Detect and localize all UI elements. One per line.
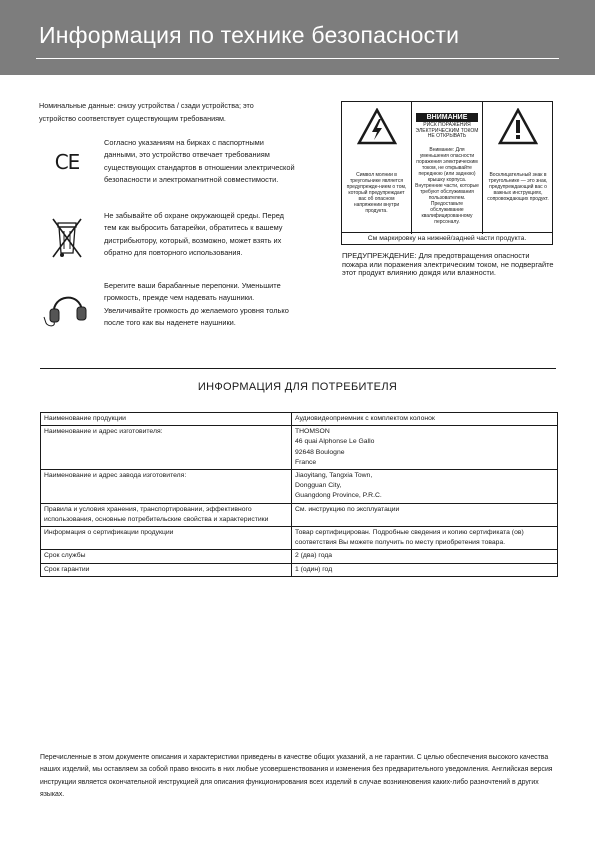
- table-value-line: См. инструкцию по эксплуатации: [295, 505, 400, 513]
- table-value-line: 2 (два) года: [295, 552, 333, 560]
- headphones-icon: [40, 280, 94, 332]
- lightning-triangle-icon: [357, 108, 397, 146]
- crossed-bin-icon: [40, 212, 94, 264]
- table-value-cell: [292, 550, 558, 563]
- shock-risk-text: РИСК ПОРАЖЕНИЯ ЭЛЕКТРИЧЕСКИМ ТОКОМ НЕ ОТКРЫВАТЬ: [415, 122, 479, 140]
- table-value-line: 92648 Boulogne: [295, 448, 345, 456]
- table-value-cell: [292, 426, 558, 470]
- table-row: [41, 550, 558, 563]
- table-value-cell: [292, 413, 558, 426]
- table-key-cell: Срок службы: [41, 550, 292, 563]
- table-key-cell: Правила и условия хранения, транспортировании, эффективного использования, основные потребительские свойства и характеристики: [41, 503, 292, 526]
- caution-heading: ВНИМАНИЕ: [416, 113, 478, 122]
- exclamation-symbol-text: Восклицательный знак в треугольнике — это знак, предупреждающий вас о важных инструкциях, сопровождающих продукт.: [487, 172, 549, 202]
- exclamation-column: [483, 102, 553, 234]
- table-key-cell: Информация о сертификации продукции: [41, 527, 292, 550]
- caution-body-text: Внимание: Для уменьшения опасности поражения электрическим током, не открывайте переднюю (или заднюю) крышку корпуса. Внутренние части, которые требуют обслуживания пользователем. Предоставьте обслуживание квалифицированному персоналу.: [415, 147, 479, 225]
- safety-warning-label: [341, 101, 553, 245]
- table-value-line: Аудиовидеоприемник с комплектом колонок: [295, 415, 435, 422]
- header-underline: [36, 58, 559, 59]
- table-value-line: 46 quai Alphonse Le Gallo: [295, 438, 375, 446]
- caution-column: [412, 102, 483, 234]
- table-key-cell: Наименование и адрес изготовителя:: [41, 426, 292, 470]
- lightning-column: [342, 102, 412, 234]
- table-value-line: 1 (один) год: [295, 565, 333, 573]
- ce-compliance-text: Согласно указаниям на бирках с паспортными данными, это устройство отвечает требованиям существующих стандартов в отношении электрической безопасности и электромагнитной совместимости.: [104, 138, 295, 184]
- section-divider: [40, 368, 556, 369]
- header-bar: [0, 0, 595, 75]
- table-value-line: France: [295, 458, 317, 466]
- table-row: [41, 563, 558, 576]
- table-value-line: Товар сертифицирован. Подробные сведения и копию сертификата (ов) соответствия Вы можете получить по месту приобретения товара.: [295, 529, 524, 547]
- lightning-symbol-text: Символ молнии в треугольнике является предупрежде-нием о том, который предупреждает вас об опасном напряжении внутри продукта.: [346, 172, 407, 214]
- page-title: Информация по технике безопасности: [39, 22, 460, 48]
- table-row: [41, 413, 558, 426]
- recycle-text: Не забывайте об охране окружающей среды. Перед тем как выбросить батарейки, обратитесь к вашему дистрибьютору, который, возможно, может взять их обратно для повторного использования.: [104, 211, 284, 257]
- table-value-line: Jiaoyitang, Tangxia Town,: [295, 472, 373, 480]
- ce-mark-icon: CE: [54, 150, 80, 174]
- table-row: [41, 527, 558, 550]
- table-value-line: THOMSON: [295, 428, 330, 436]
- table-value-cell: [292, 503, 558, 526]
- table-row: [41, 470, 558, 504]
- table-value-cell: [292, 527, 558, 550]
- table-key-cell: Наименование продукции: [41, 413, 292, 426]
- disclaimer-text: Перечисленные в этом документе описания и характеристики приведены в качестве общих указаний, а не гарантии. С целью обеспечения высокого качества наших изделий, мы оставляем за собой право вносить в них любые усовершенствования и изменения без предварительного уведомления. Английская версия инструкции является окончательной инструкцией для описания функционирования всех изделий в случае возникновения каких-либо разночтений в других языках.: [40, 754, 553, 798]
- fire-shock-warning-text: ПРЕДУПРЕЖДЕНИЕ: Для предотвращения опасности пожара или поражения электрическим током, не подвергайте этот продукт влиянию дождя или влажности.: [342, 251, 554, 278]
- headphones-text: Берегите ваши барабанные перепонки. Уменьшите громкость, прежде чем надевать наушники. Увеличивайте громкость до желаемого уровня только после того как вы наденете наушники.: [104, 281, 289, 327]
- table-value-line: Dongguan City,: [295, 482, 342, 490]
- table-key-cell: Срок гарантии: [41, 563, 292, 576]
- exclamation-triangle-icon: [498, 108, 538, 146]
- table-row: [41, 426, 558, 470]
- consumer-info-table: [40, 412, 558, 577]
- table-key-cell: Наименование и адрес завода изготовителя:: [41, 470, 292, 504]
- table-value-cell: [292, 470, 558, 504]
- table-value-cell: [292, 563, 558, 576]
- marking-location-text: См маркировку на нижней/задней части продукта.: [342, 232, 552, 244]
- table-value-line: Guangdong Province, P.R.C.: [295, 492, 382, 500]
- nominal-data-text: Номинальные данные: снизу устройства / сзади устройства; это устройство соответствует существующим требованиям.: [39, 101, 254, 123]
- consumer-info-title: ИНФОРМАЦИЯ ДЛЯ ПОТРЕБИТЕЛЯ: [197, 381, 398, 393]
- table-row: [41, 503, 558, 526]
